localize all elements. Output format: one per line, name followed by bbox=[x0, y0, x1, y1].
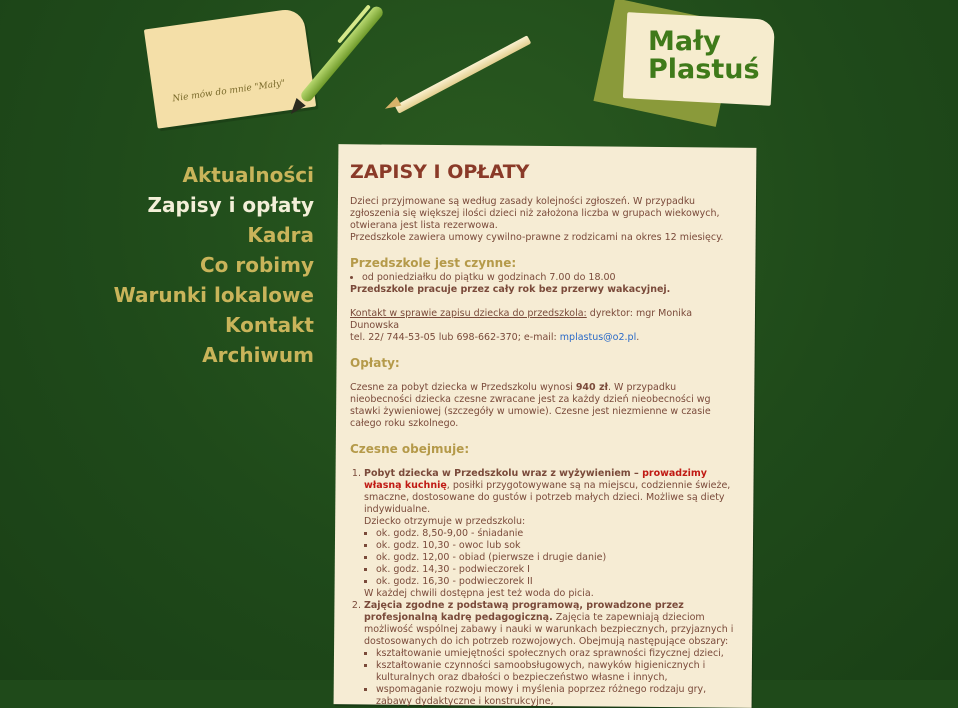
nav-item-kadra[interactable]: Kadra bbox=[247, 223, 314, 247]
fees-heading: Opłaty: bbox=[350, 356, 400, 370]
nav-item-warunki[interactable]: Warunki lokalowe bbox=[113, 283, 314, 307]
contact-dot: . bbox=[636, 332, 640, 343]
area-item: ▪ kształtowanie czynności samoobsługowych, nawyków higienicznych i kulturalnych oraz dbałości o bezpieczeństwo własne i innych, bbox=[376, 660, 740, 684]
area-item: ▪ kształtowanie umiejętności społecznych oraz sprawności fizycznej dzieci, bbox=[376, 648, 740, 660]
item1-water: W każdej chwili dostępna jest też woda do picia. bbox=[364, 588, 594, 599]
email-link[interactable]: mplastus@o2.pl bbox=[559, 332, 637, 343]
item1-kitchen: prowadzimy własną kuchnię bbox=[364, 468, 707, 491]
fees-text-post: . W przypadku nieobecności dziecka czesne zwracane jest za każdy dzień nieobecności wg stawki żywieniowej (szczegóły w umowie). Czesne jest niezmienne w czasie całego roku szkolnego. bbox=[350, 382, 711, 429]
item2-rest: Zajęcia te zapewniają dzieciom możliwość wspólnej zabawy i nauki w warunkach bezpiecznych, przyjaznych i dostosowanych do ich potrzeb rozwojowych. Obejmują następujące obszary: bbox=[364, 612, 734, 647]
intro-text-1: Dzieci przyjmowane są według zasady kolejności zgłoszeń. W przypadku zgłoszenia się większej ilości dzieci niż założona liczba w grupach wiekowych, otwierana jest lista rezerwowa. bbox=[350, 196, 720, 231]
nav-item-archiwum[interactable]: Archiwum bbox=[202, 343, 314, 367]
nav-item-zapisy[interactable]: Zapisy i opłaty bbox=[147, 193, 314, 217]
contact-info bbox=[350, 308, 740, 344]
logo-line-2: Plastuś bbox=[648, 54, 760, 85]
area-item: ▪ wspomaganie rozwoju mowy i myślenia poprzez różnego rodzaju gry, zabawy dydaktyczne i konstrukcyjne, bbox=[376, 684, 740, 708]
contact-director: dyrektor: mgr Monika Dunowska bbox=[350, 308, 693, 331]
intro bbox=[350, 196, 740, 244]
meal-item: ▪ ok. godz. 16,30 - podwieczorek II bbox=[376, 576, 740, 588]
contact-phone: tel. 22/ 744-53-05 lub 698-662-370; e-mail: bbox=[350, 332, 560, 343]
includes-heading: Czesne obejmuje: bbox=[350, 442, 470, 456]
nav-item-kontakt[interactable]: Kontakt bbox=[224, 313, 314, 337]
site-logo[interactable] bbox=[648, 28, 760, 84]
item1-receives: Dziecko otrzymuje w przedszkolu: bbox=[364, 516, 526, 527]
hours-list bbox=[350, 272, 740, 284]
fees-amount: 940 zł bbox=[575, 382, 609, 393]
sticky-note-text: Nie mów do mnie "Mały" bbox=[171, 78, 286, 105]
logo-line-1: Mały bbox=[648, 26, 721, 57]
meal-item: ▪ ok. godz. 12,00 - obiad (pierwsze i drugie danie) bbox=[376, 552, 740, 564]
includes-item-2 bbox=[364, 600, 740, 708]
intro-text-2: Przedszkole zawiera umowy cywilno-prawne z rodzicami na okres 12 miesięcy. bbox=[350, 232, 724, 243]
meal-item: ▪ ok. godz. 8,50-9,00 - śniadanie bbox=[376, 528, 740, 540]
hours-note: Przedszkole pracuje przez cały rok bez przerwy wakacyjnej. bbox=[350, 284, 671, 295]
fees-text bbox=[350, 382, 740, 430]
contact-label: Kontakt w sprawie zapisu dziecka do przedszkola: bbox=[350, 308, 587, 319]
content bbox=[350, 160, 740, 708]
item1-rest: , posiłki przygotowywane są na miejscu, codziennie świeże, smaczne, dostosowane do gustów i potrzeb małych dzieci. Możliwe są diety indywidualne. bbox=[364, 480, 731, 515]
hours-heading: Przedszkole jest czynne: bbox=[350, 256, 517, 270]
item1-bold: Pobyt dziecka w Przedszkolu wraz z wyżywieniem – bbox=[364, 468, 643, 479]
includes-item-1 bbox=[364, 468, 740, 600]
meal-item: ▪ ok. godz. 14,30 - podwieczorek I bbox=[376, 564, 740, 576]
nav-item-aktualnosci[interactable]: Aktualności bbox=[182, 163, 314, 187]
page-title: ZAPISY I OPŁATY bbox=[350, 161, 530, 183]
nav-item-co-robimy[interactable]: Co robimy bbox=[199, 253, 314, 277]
meal-item: ▪ ok. godz. 10,30 - owoc lub sok bbox=[376, 540, 740, 552]
includes-list bbox=[350, 468, 740, 708]
fees-text-pre: Czesne za pobyt dziecka w Przedszkolu wynosi bbox=[350, 382, 576, 393]
hours-item: • od poniedziałku do piątku w godzinach 7.00 do 18.00 bbox=[362, 272, 740, 284]
areas-list bbox=[364, 648, 740, 708]
item2-bold: Zajęcia zgodne z podstawą programową, prowadzone przez profesjonalną kadrę pedagogiczną. bbox=[364, 600, 684, 623]
meal-list bbox=[364, 528, 740, 588]
main-nav bbox=[110, 160, 314, 370]
